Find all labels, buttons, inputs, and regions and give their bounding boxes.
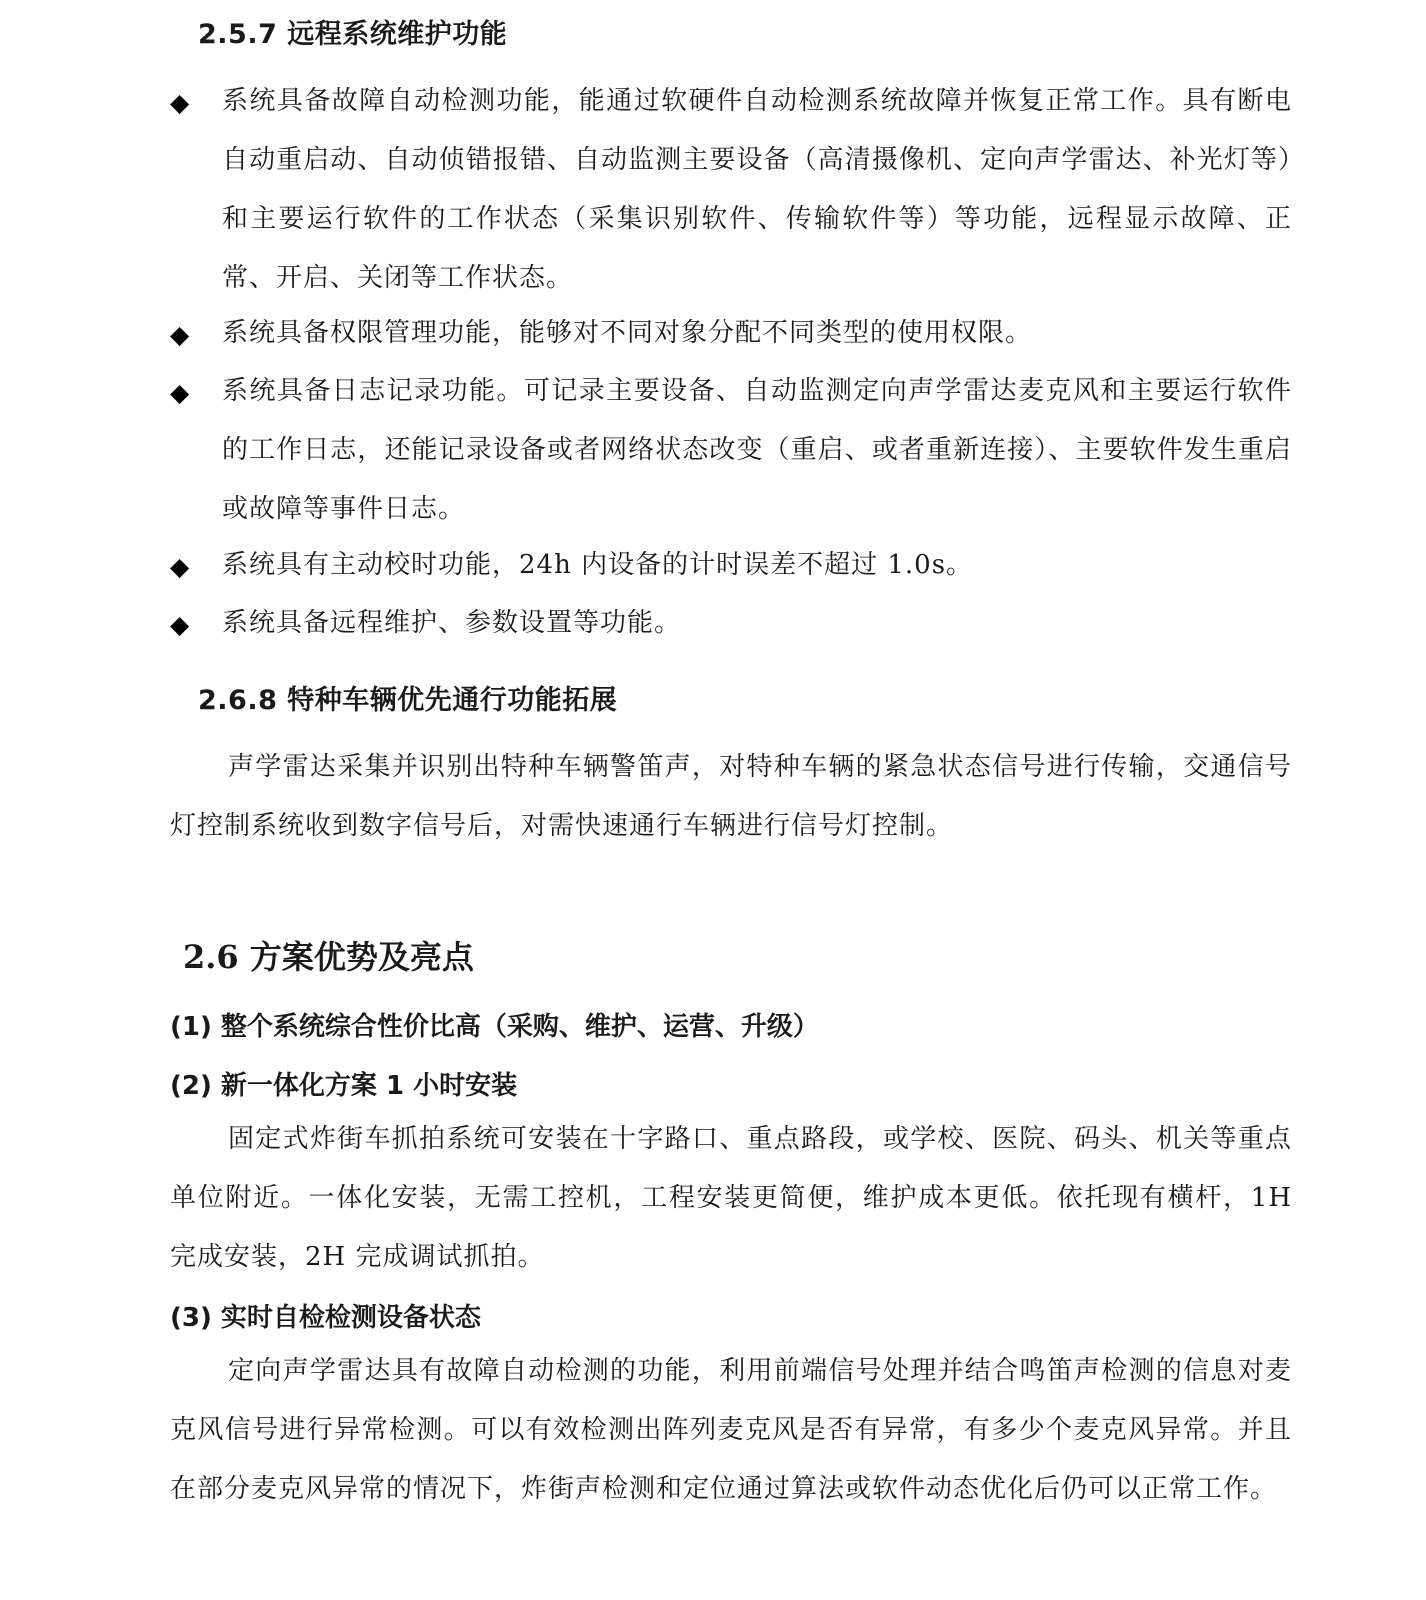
bullet-text-remote-maintenance: 系统具备远程维护、参数设置等功能。 — [222, 608, 682, 638]
bullet-diamond-icon: ◆ — [170, 88, 190, 117]
bullet-text-time-sync: 系统具有主动校时功能，24h 内设备的计时误差不超过 1.0s。 — [222, 550, 974, 580]
heading-2-5-7: 2.5.7 远程系统维护功能 — [198, 19, 508, 50]
heading-2-6: 2.6 方案优势及亮点 — [183, 938, 474, 976]
bullet-diamond-icon: ◆ — [170, 610, 190, 639]
bullet-text-logging: 系统具备日志记录功能。可记录主要设备、自动监测定向声学雷达麦克风和主要运行软件的工作日志，还能记录设备或者网络状态改变（重启、或者重新连接）、主要软件发生重启或故障等事件日志。 — [222, 376, 1292, 524]
paragraph-special-vehicle: 声学雷达采集并识别出特种车辆警笛声，对特种车辆的紧急状态信号进行传输，交通信号灯控制系统收到数字信号后，对需快速通行车辆进行信号灯控制。 — [170, 752, 1292, 841]
item-3-heading: (3) 实时自检检测设备状态 — [170, 1303, 481, 1333]
item-2-paragraph: 固定式炸街车抓拍系统可安装在十字路口、重点路段，或学校、医院、码头、机关等重点单位附近。一体化安装，无需工控机，工程安装更简便，维护成本更低。依托现有横杆，1H 完成安装，2H 完成调试抓拍。 — [170, 1124, 1292, 1272]
bullet-text-permission: 系统具备权限管理功能，能够对不同对象分配不同类型的使用权限。 — [222, 318, 1033, 348]
bullet-text-fault-detection: 系统具备故障自动检测功能，能通过软硬件自动检测系统故障并恢复正常工作。具有断电自动重启动、自动侦错报错、自动监测主要设备（高清摄像机、定向声学雷达、补光灯等）和主要运行软件的工作状态（采集识别软件、传输软件等）等功能，远程显示故障、正常、开启、关闭等工作状态。 — [222, 86, 1292, 293]
item-3-paragraph: 定向声学雷达具有故障自动检测的功能，利用前端信号处理并结合鸣笛声检测的信息对麦克风信号进行异常检测。可以有效检测出阵列麦克风是否有异常，有多少个麦克风异常。并且在部分麦克风异常的情况下，炸街声检测和定位通过算法或软件动态优化后仍可以正常工作。 — [170, 1356, 1292, 1504]
bullet-diamond-icon: ◆ — [170, 378, 190, 407]
bullet-diamond-icon: ◆ — [170, 320, 190, 349]
item-2-heading: (2) 新一体化方案 1 小时安装 — [170, 1071, 518, 1101]
item-1-heading: (1) 整个系统综合性价比高（采购、维护、运营、升级） — [170, 1012, 819, 1042]
bullet-diamond-icon: ◆ — [170, 552, 190, 581]
heading-2-6-8: 2.6.8 特种车辆优先通行功能拓展 — [198, 685, 618, 716]
